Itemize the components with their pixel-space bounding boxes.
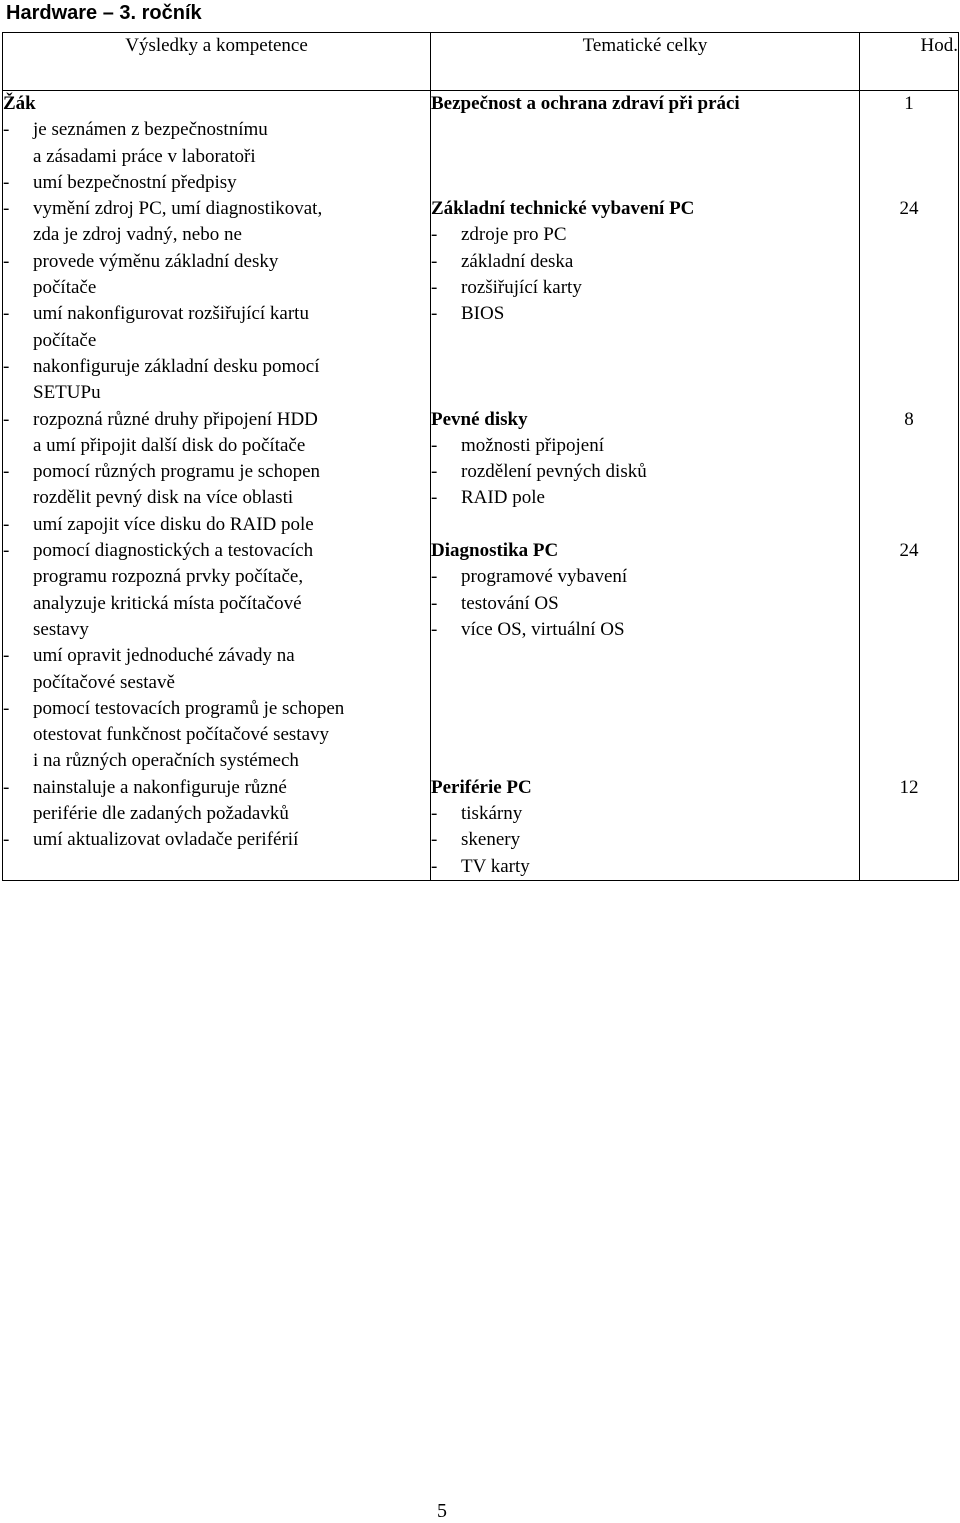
hours-cell [860,91,959,881]
list-item: - nakonfiguruje základní desku pomocí SETUPu [3,355,320,404]
hours-value: 12 [899,776,919,798]
hours-value: 24 [899,540,919,562]
topic-item: - BIOS [431,303,505,325]
topic-title-diagnostics: Diagnostika PC [431,540,559,562]
topic-item: - více OS, virtuální OS [431,618,625,640]
topic-title-hardware: Základní technické vybavení PC [431,198,695,220]
list-item: - umí zapojit více disku do RAID pole [3,513,314,535]
header-topics: Tematické celky [431,33,860,91]
header-competences: Výsledky a kompetence [3,33,431,91]
list-item: - nainstaluje a nakonfiguruje různé periférie dle zadaných požadavků [3,776,289,825]
list-item: - provede výměnu základní desky počítače [3,250,279,299]
topic-title-safety: Bezpečnost a ochrana zdraví při práci [431,93,740,114]
topic-title-peripherals: Periférie PC [431,776,532,798]
list-item: - umí opravit jednoduché závady na počítačové sestavě [3,645,295,693]
topic-item: - RAID pole [431,487,545,509]
competences-cell [3,91,431,881]
list-item: - rozpozná různé druhy připojení HDD a umí připojit další disk do počítače [3,408,318,456]
list-item: - je seznámen z bezpečnostnímu a zásadami práce v laboratoři [3,119,268,167]
syllabus-table [2,32,959,881]
list-item: - vymění zdroj PC, umí diagnostikovat, zda je zdroj vadný, nebo ne [3,198,323,246]
hours-value: 8 [904,408,914,430]
topic-item: - TV karty [431,855,530,877]
topic-item: - zdroje pro PC [431,224,567,246]
topic-item: - testování OS [431,592,559,614]
hours-value: 1 [904,93,914,114]
topic-item: - možnosti připojení [431,434,605,456]
list-item: - umí bezpečnostní předpisy [3,171,237,193]
topics-cell [431,91,860,881]
topic-item: - základní deska [431,250,574,272]
list-item: - pomocí testovacích programů je schopen otestovat funkčnost počítačové sestavy i na různých operačních systémech [3,697,345,772]
list-item: - umí aktualizovat ovladače periférií [3,829,299,851]
topic-item: - programové vybavení [431,566,628,588]
table-row [3,91,959,881]
list-item: - pomocí různých programu je schopen rozdělit pevný disk na více oblasti [3,461,321,509]
list-item: - umí nakonfigurovat rozšiřující kartu počítače [3,303,309,351]
header-hours: Hod. [860,33,959,91]
topic-item: - rozdělení pevných disků [431,461,647,483]
page-number: 5 [437,1500,447,1522]
student-label: Žák [3,93,36,114]
table-header-row [3,33,959,91]
topic-item: - rozšiřující karty [431,277,582,299]
topic-title-disks: Pevné disky [431,408,528,430]
topic-item: - tiskárny [431,803,523,825]
hours-value: 24 [899,198,919,220]
list-item: - pomocí diagnostických a testovacích programu rozpozná prvky počítače, analyzuje kritická místa počítačové sestavy [3,540,314,640]
topic-item: - skenery [431,829,521,851]
page-title: Hardware – 3. ročník [6,2,202,24]
